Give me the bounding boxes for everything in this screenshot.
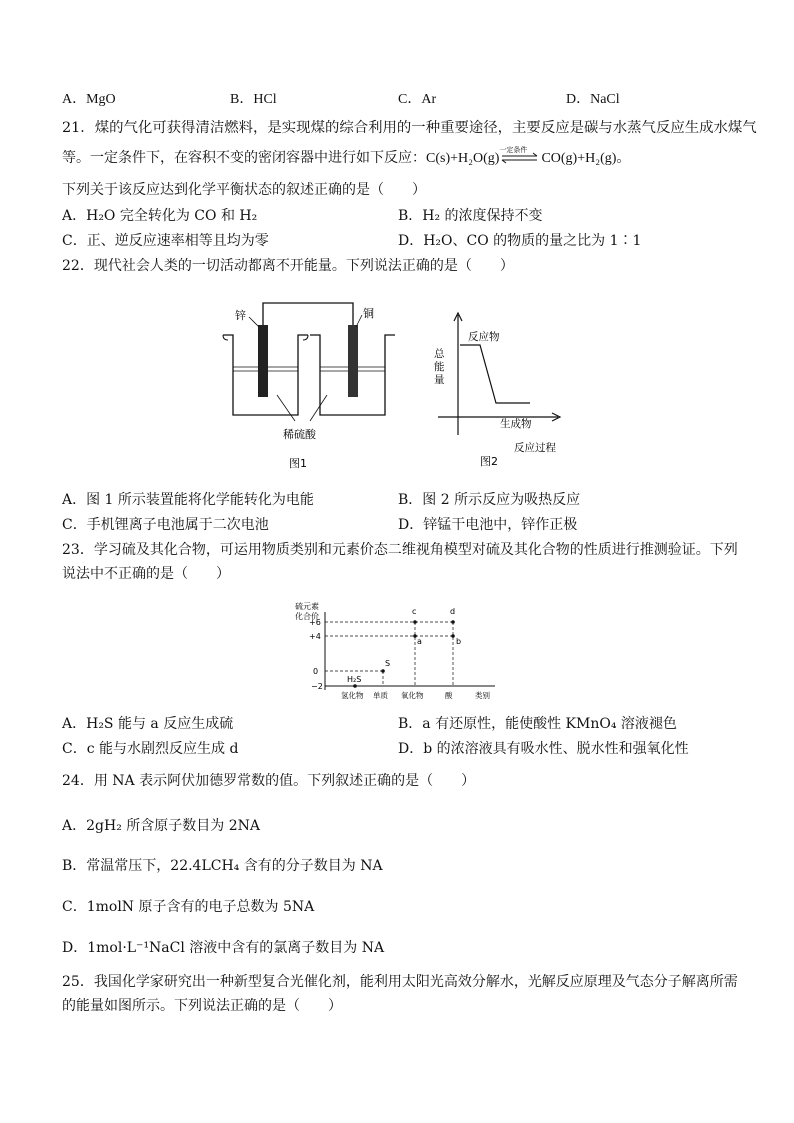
q21-equation-arrow xyxy=(499,148,541,168)
label-h2s: H₂S xyxy=(347,675,362,684)
product-label: 生成物 xyxy=(500,418,532,430)
zinc-label: 锌 xyxy=(235,309,246,322)
q23-option-a: A．H₂S 能与 a 反应生成硫 xyxy=(62,716,234,732)
label-b: b xyxy=(456,637,462,646)
figure-1-caption: 图1 xyxy=(289,457,307,470)
q21-option-b: B．H₂ 的浓度保持不变 xyxy=(398,208,543,224)
q21-stem-line3: 下列关于该反应达到化学平衡状态的叙述正确的是（ ） xyxy=(62,182,426,198)
q21-stem-prefix: 等。一定条件下，在容积不变的密闭容器中进行如下反应： xyxy=(62,150,426,166)
q20-option-c: C．Ar xyxy=(398,92,437,107)
q22-option-b: B．图 2 所示反应为吸热反应 xyxy=(398,492,581,508)
q21-stem-line1: 21．煤的气化可获得清洁燃料，是实现煤的综合利用的一种重要途径，主要反应是碳与水蒸气反应生成水煤气 xyxy=(62,120,757,136)
xcat-acid: 酸 xyxy=(445,691,453,700)
chart-ylabel-line1: 硫元素 xyxy=(295,602,319,611)
q20-option-a: A．MgO xyxy=(62,92,116,107)
q22-figure-1 xyxy=(215,295,415,475)
point-s xyxy=(381,669,385,673)
xcat-oxide: 氧化物 xyxy=(401,691,424,700)
point-d xyxy=(451,620,455,624)
q21-option-a: A．H₂O 完全转化为 CO 和 H₂ xyxy=(62,208,258,224)
copper-label: 铜 xyxy=(363,307,374,320)
q22-option-d: D．锌锰干电池中，锌作正极 xyxy=(398,517,578,533)
q23-option-b: B．a 有还原性，能使酸性 KMnO₄ 溶液褪色 xyxy=(398,716,677,732)
reactant-label: 反应物 xyxy=(468,331,500,343)
q20-option-b: B．HCl xyxy=(230,92,277,107)
ytick-plus4: +4 xyxy=(309,632,321,641)
label-s: S xyxy=(385,659,391,668)
wire xyxy=(263,303,353,325)
acid-label: 稀硫酸 xyxy=(283,428,316,441)
q23-option-d: D．b 的浓溶液具有吸水性、脱水性和强氧化性 xyxy=(398,741,689,757)
reversible-arrow-icon xyxy=(499,148,541,168)
ytick-minus2: −2 xyxy=(311,682,323,691)
zinc-electrode xyxy=(258,325,268,397)
q21-equation-right: CO(g)+H₂(g) xyxy=(541,151,617,166)
figure-2-caption: 图2 xyxy=(480,455,498,468)
xcat-element: 单质 xyxy=(373,691,388,700)
point-b xyxy=(451,634,455,638)
xcat-category: 类别 xyxy=(475,691,490,700)
q22-stem: 22．现代社会人类的一切活动都离不开能量。下列说法正确的是（ ） xyxy=(62,258,514,274)
label-c: c xyxy=(412,607,417,616)
q21-equation-end: 。 xyxy=(616,150,631,166)
q24-option-b: B．常温常压下，22.4LCH₄ 含有的分子数目为 NA xyxy=(62,858,383,874)
q22-figure-2 xyxy=(430,305,570,470)
q23-stem-line2: 说法中不正确的是（ ） xyxy=(62,566,230,582)
q20-option-d: D．NaCl xyxy=(566,92,620,107)
q24-stem: 24．用 NA 表示阿伏加德罗常数的值。下列叙述正确的是（ ） xyxy=(62,773,476,789)
q22-option-c: C．手机锂离子电池属于二次电池 xyxy=(62,517,269,533)
q21-option-d: D．H₂O、CO 的物质的量之比为 1∶1 xyxy=(398,233,642,249)
chart-ylabel-line2: 化合价 xyxy=(295,612,319,621)
label-a: a xyxy=(417,637,422,646)
q21-arrow-label: 一定条件 xyxy=(499,146,528,154)
q25-stem-line1: 25．我国化学家研究出一种新型复合光催化剂，能利用太阳光高效分解水，光解反应原理及气态分子解离所需 xyxy=(62,974,738,990)
point-c xyxy=(413,620,417,624)
q25-stem-line2: 的能量如图所示。下列说法正确的是（ ） xyxy=(62,998,342,1014)
q21-option-c: C．正、逆反应速率相等且均为零 xyxy=(62,233,269,249)
q21-equation-left: C(s)+H₂O(g) xyxy=(426,151,500,166)
q23-option-c: C．c 能与水剧烈反应生成 d xyxy=(62,741,239,757)
q24-option-d: D．1mol·L⁻¹NaCl 溶液中含有的氯离子数目为 NA xyxy=(62,940,385,956)
label-d: d xyxy=(450,607,456,616)
q21-stem-line2 xyxy=(62,148,630,169)
ytick-plus6: +6 xyxy=(309,618,321,627)
point-h2s xyxy=(353,684,357,688)
q24-option-a: A．2gH₂ 所含原子数目为 2NA xyxy=(62,818,260,834)
ytick-zero: 0 xyxy=(313,667,319,676)
q23-valence-chart xyxy=(285,598,510,708)
x-axis-label: 反应过程 xyxy=(514,442,556,454)
copper-electrode xyxy=(348,325,358,397)
q24-option-c: C．1molN 原子含有的电子总数为 5NA xyxy=(62,899,315,915)
y-axis-label: 总能量 xyxy=(434,348,445,386)
energy-curve xyxy=(460,345,530,403)
q23-stem-line1: 23．学习硫及其化合物，可运用物质类别和元素价态二维视角模型对硫及其化合物的性质进行推测验证。下列 xyxy=(62,542,738,558)
xcat-hydride: 氢化物 xyxy=(341,691,364,700)
q22-option-a: A．图 1 所示装置能将化学能转化为电能 xyxy=(62,492,314,508)
